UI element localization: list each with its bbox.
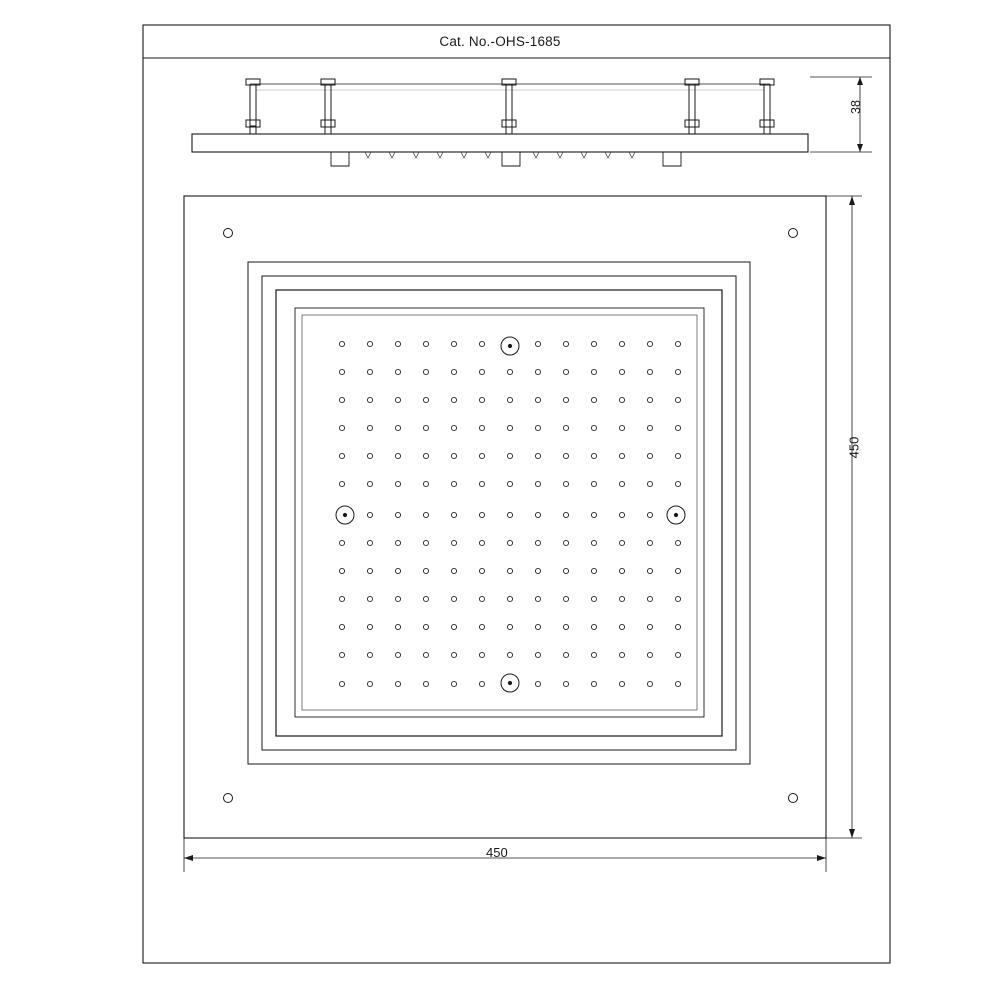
dimension-label-height: 450 [846, 436, 862, 459]
side-view [192, 77, 872, 166]
side-view-body-plate [192, 134, 808, 152]
page-title: Cat. No.-OHS-1685 [439, 34, 561, 49]
special-jets [336, 337, 685, 692]
dimension-label-width: 450 [486, 845, 508, 860]
plan-view [184, 196, 862, 872]
inner-frames [248, 262, 750, 764]
dimension-label-thickness: 38 [848, 100, 863, 114]
nozzle-grid [339, 341, 680, 686]
face-plate-outer [184, 196, 826, 838]
corner-screws [224, 229, 798, 803]
side-view-nozzles [331, 152, 681, 166]
mount-rods [246, 79, 774, 134]
dimension-height [826, 196, 862, 838]
dimension-thickness [810, 77, 872, 152]
side-view-spray-ports [365, 152, 635, 158]
